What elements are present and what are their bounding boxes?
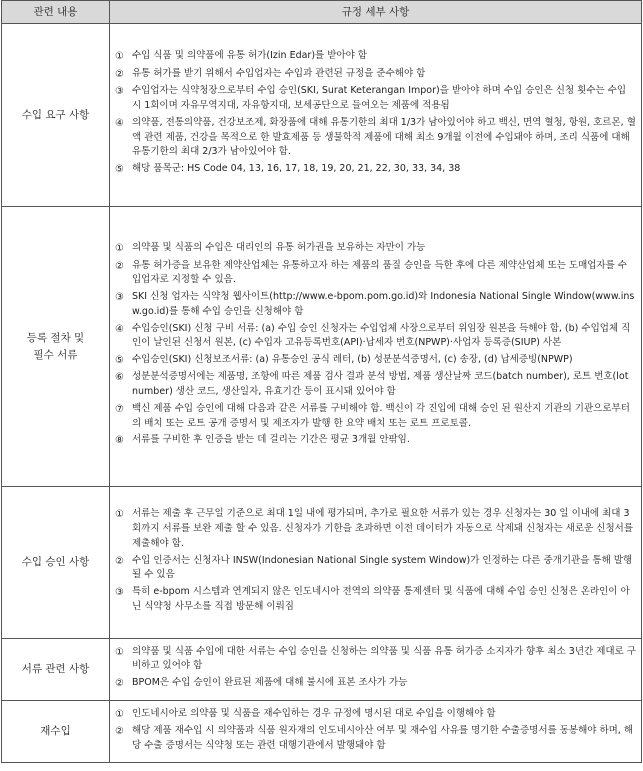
list-item xyxy=(115,507,636,551)
list-item xyxy=(115,49,636,65)
item-number: ① xyxy=(115,243,124,255)
row-details xyxy=(110,487,642,639)
item-text: 해당 품목군: HS Code 04, 13, 16, 17, 18, 19, 20, 21, 22, 30, 33, 34, 38 xyxy=(132,163,461,175)
list-item xyxy=(115,645,636,674)
list-item xyxy=(115,162,636,178)
item-text: 의약품 및 식품의 수입은 대리인의 유통 허가권을 보유하는 자만이 가능 xyxy=(132,242,426,254)
list-item xyxy=(115,67,636,83)
row-category xyxy=(2,24,110,207)
category-label: 수입 승인 사항 xyxy=(21,556,90,569)
item-number: ④ xyxy=(115,323,124,335)
list-item xyxy=(115,241,636,257)
header-details: 규정 세부 사항 xyxy=(110,1,642,24)
row-category xyxy=(2,207,110,487)
list-item xyxy=(115,554,636,583)
item-text: 수입 인증서는 신청자나 INSW(Indonesian National Single system Window)가 인정하는 다른 중개기관을 통해 발행될 수 있음 xyxy=(132,554,633,581)
item-text: 인도네시아로 의약품 및 식품을 재수입하는 경우 규정에 명시된 대로 수입을 이행해야 함 xyxy=(132,707,496,719)
regulation-table xyxy=(1,0,642,763)
table-row xyxy=(2,207,642,487)
item-text: 특히 e-bpom 시스템과 연계되지 않은 인도네시아 전역의 의약품 통제센터 및 식품에 대해 수입 승인 신청은 온라인이 아닌 식약청 사무소를 직접 방문해 이뤄짐 xyxy=(132,586,630,612)
item-number: ① xyxy=(115,708,124,720)
item-text: 유통 허가증을 보유한 제약산업체는 유통하고자 하는 제품의 품질 승인을 득한 후에 다른 제약산업체 또는 도매업자를 수입업자로 지정할 수 있음. xyxy=(132,259,627,286)
item-text: 해당 제품 재수입 시 의약품과 식품 원자재의 인도네시아산 여부 및 재수입 사유를 명기한 수출증명서를 동봉해야 하며, 해당 수출 증명서는 식약청 또는 관련 대행기관에서 발행돼야 함 xyxy=(132,725,634,751)
item-number: ① xyxy=(115,646,124,658)
list-item xyxy=(115,84,636,113)
item-text: SKI 신청 업자는 식약청 웹사이트(http://www.e-bpom.pom.go.id)와 Indonesia National Single Window(www.insw.go.id)를 통해 수입 승인을 신청해야 함 xyxy=(132,291,635,317)
item-text: 유통 허가를 받기 위해서 수입업자는 수입과 관련된 규정을 준수해야 함 xyxy=(132,67,426,79)
item-number: ③ xyxy=(115,587,124,599)
item-number: ② xyxy=(115,677,124,689)
item-text: 서류는 제출 후 근무일 기준으로 최대 1일 내에 평가되며, 추가로 필요한 서류가 있는 경우 신청자는 30 일 이내에 최대 3회까지 서류를 보완 제출 할 수 있음. 신청자가 기한을 초과하면 이전 데이터가 자동으로 삭제돼 신청자는 새로운 신청서를 제출해야 함. xyxy=(132,508,634,549)
list-item xyxy=(115,290,636,319)
item-number: ④ xyxy=(115,117,124,129)
item-text: 성분분석증명서에는 제품명, 조항에 따른 제품 검사 결과 분석 방법, 제품 생산날짜 코드(batch number), 로트 번호(lot number) 생산 코드, 생산일자, 유효기간 등이 표시돼 있어야 함 xyxy=(132,371,629,398)
item-number: ② xyxy=(115,555,124,567)
item-number: ① xyxy=(115,51,124,63)
list-item xyxy=(115,370,636,399)
item-text: 의약품, 전통의약품, 건강보조제, 화장품에 대해 유통기한의 최대 1/3가 남아있어야 하고 백신, 면역 혈청, 항원, 호르몬, 혈액 관련 제품, 건강을 목적으로 한 발효제품 등 생물학적 제품에 대해 최소 9개월 이전에 수입돼야 하며, 조리 식품에 대해 유통기한의 최대 2/3가 남아있어야 함. xyxy=(132,116,636,158)
list-item xyxy=(115,353,636,369)
category-label: 재수입 xyxy=(40,725,71,738)
row-category xyxy=(2,701,110,763)
category-label: 수입 요구 사항 xyxy=(21,108,90,121)
item-number: ⑤ xyxy=(115,354,124,366)
list-item xyxy=(115,707,636,723)
row-details xyxy=(110,24,642,207)
row-category xyxy=(2,639,110,701)
item-text: 수입승인(SKI) 신청 구비 서류: (a) 수입 승인 신청자는 수입업체 사장으로부터 위임장 원본을 득해야 함, (b) 수입업체 직인이 날인된 신청서 원본, (c) 수입자 고유등록번호(API)·납세자 번호(NPWP)·사업자 등록증(SIUP) 사본 xyxy=(132,322,631,349)
item-number: ① xyxy=(115,509,124,521)
item-number: ⑦ xyxy=(115,403,124,415)
row-category xyxy=(2,487,110,639)
row-details xyxy=(110,207,642,487)
item-number: ② xyxy=(115,260,124,272)
table-row xyxy=(2,24,642,207)
list-item xyxy=(115,259,636,288)
header-category: 관련 내용 xyxy=(2,1,110,24)
list-item xyxy=(115,433,636,449)
list-item xyxy=(115,585,636,614)
row-details xyxy=(110,701,642,763)
item-text: 수입 식품 및 의약품에 유통 허가(Izin Edar)를 받아야 함 xyxy=(132,50,367,62)
item-number: ② xyxy=(115,68,124,80)
item-number: ⑤ xyxy=(115,164,124,176)
item-number: ③ xyxy=(115,86,124,98)
item-number: ③ xyxy=(115,292,124,304)
list-item xyxy=(115,724,636,753)
item-text: 수입업자는 식약청장으로부터 수입 승인(SKI, Surat Keterangan Impor)을 받아야 하며 수입 승인은 신청 횟수는 수입 시 1회이며 자유무역지대, 자유항지대, 보세공단으로 들여오는 제품에 적용됨 xyxy=(132,85,627,112)
list-item xyxy=(115,116,636,160)
table-body xyxy=(2,24,642,763)
list-item xyxy=(115,676,636,692)
list-item xyxy=(115,322,636,351)
list-item xyxy=(115,402,636,431)
item-number: ② xyxy=(115,726,124,738)
item-text: 수입승인(SKI) 신청보조서류: (a) 유통승인 공식 레터, (b) 성분분석증명서, (c) 송장, (d) 납세증빙(NPWP) xyxy=(132,353,573,365)
item-number: ⑥ xyxy=(115,372,124,384)
table-header-row xyxy=(2,1,642,24)
item-number: ⑧ xyxy=(115,435,124,447)
item-text: 의약품 및 식품 수입에 대한 서류는 수입 승인을 신청하는 의약품 및 식품 유통 허가증 소지자가 향후 최소 3년간 제대로 구비하고 있어야 함 xyxy=(132,645,636,672)
row-details xyxy=(110,639,642,701)
item-text: 서류를 구비한 후 인증을 받는 데 걸리는 기간은 평균 3개월 안팎임. xyxy=(132,434,410,446)
item-text: BPOM은 수입 승인이 완료된 제품에 대해 불시에 표본 조사가 가능 xyxy=(132,676,408,688)
category-label: 등록 절차 및 필수 서류 xyxy=(26,332,85,361)
table-row xyxy=(2,639,642,701)
table-row xyxy=(2,487,642,639)
item-text: 백신 제품 수입 승인에 대해 다음과 같은 서류를 구비해야 함. 백신이 각 진입에 대해 승인 된 원산지 기관의 기관으로부터의 배치 또는 로트 공개 증명서 및 제조자가 발행 한 요약 배치 또는 로트 프로토콜. xyxy=(132,402,630,429)
category-label: 서류 관련 사항 xyxy=(21,663,90,676)
table-row xyxy=(2,701,642,763)
